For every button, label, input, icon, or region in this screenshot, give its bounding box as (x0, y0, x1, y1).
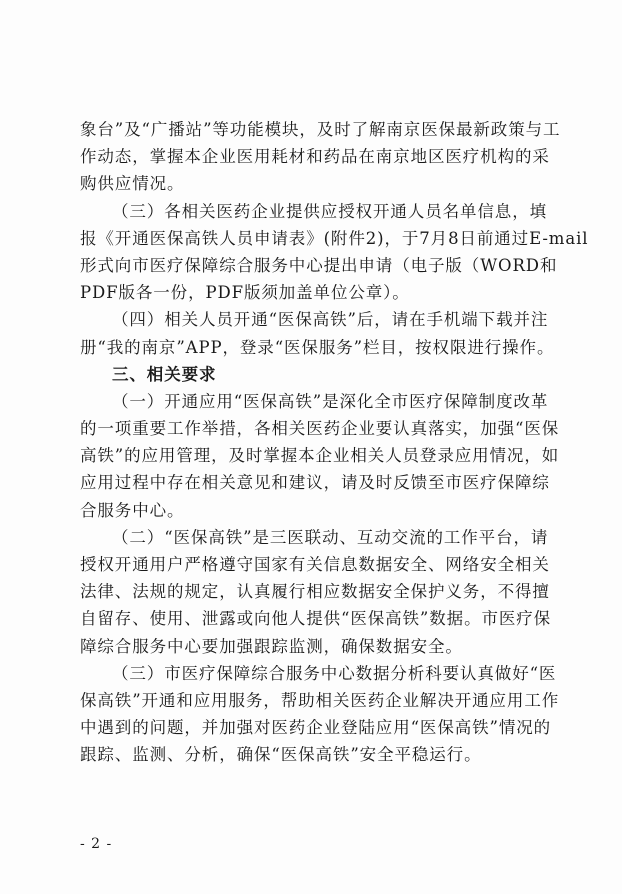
section-heading (80, 361, 544, 388)
text-line: 法律、法规的规定，认真履行相应数据安全保护义务，不得擅 (80, 582, 550, 602)
text-line: 跟踪、监测、分析，确保“医保高铁”安全平稳运行。 (80, 745, 482, 765)
text-line: 报《开通医保高铁人员申请表》(附件2)，于7月8日前通过E-mail (80, 228, 589, 248)
text-line: 障综合服务中心要加强跟踪监测，确保数据安全。 (80, 636, 463, 656)
text-line: （一）开通应用“医保高铁”是深化全市医疗保障制度改革 (112, 391, 549, 411)
paragraph (80, 388, 560, 524)
text-line: 自留存、使用、泄露或向他人提供“医保高铁”数据。市医疗保 (80, 609, 552, 629)
text-line: 保高铁”开通和应用服务，帮助相关医药企业解决开通应用工作 (80, 690, 560, 710)
text-line: 形式向市医疗保障综合服务中心提出申请（电子版（WORD和 (80, 255, 558, 275)
document-body (80, 116, 589, 769)
text-line: 中遇到的问题，并加强对医药企业登陆应用“医保高铁”情况的 (80, 718, 552, 738)
text-line: 作动态，掌握本企业医用耗材和药品在南京地区医疗机构的采 (80, 147, 550, 167)
text-line: PDF版各一份，PDF版须加盖单位公章）。 (80, 283, 410, 303)
text-line: 册“我的南京”APP，登录“医保服务”栏目，按权限进行操作。 (80, 337, 555, 357)
text-line: 的一项重要工作举措，各相关医药企业要认真落实，加强“医保 (80, 419, 560, 439)
text-line: （四）相关人员开通“医保高铁”后，请在手机端下载并注 (112, 310, 549, 330)
paragraph (80, 198, 589, 307)
text-line: （三）市医疗保障综合服务中心数据分析科要认真做好“医 (112, 663, 557, 683)
text-line: 合服务中心。 (80, 500, 185, 520)
paragraph (80, 524, 552, 660)
text-line: （二）“医保高铁”是三医联动、互动交流的工作平台，请 (112, 527, 549, 547)
text-line: 购供应情况。 (80, 174, 185, 194)
paragraph (80, 306, 555, 360)
text-line: 象台”及“广播站”等功能模块，及时了解南京医保最新政策与工 (80, 120, 561, 139)
heading-text: 三、相关要求 (112, 364, 217, 384)
text-line: 高铁”的应用管理，及时掌握本企业相关人员登录应用情况，如 (80, 446, 560, 466)
paragraph (80, 116, 561, 198)
text-line: 授权开通用户严格遵守国家有关信息数据安全、网络安全相关 (80, 555, 550, 574)
paragraph (80, 660, 560, 769)
page-number: - 2 - (80, 836, 113, 852)
text-line: 应用过程中存在相关意见和建议，请及时反馈至市医疗保障综 (80, 473, 550, 493)
text-line: （三）各相关医药企业提供应授权开通人员名单信息，填 (112, 201, 547, 221)
